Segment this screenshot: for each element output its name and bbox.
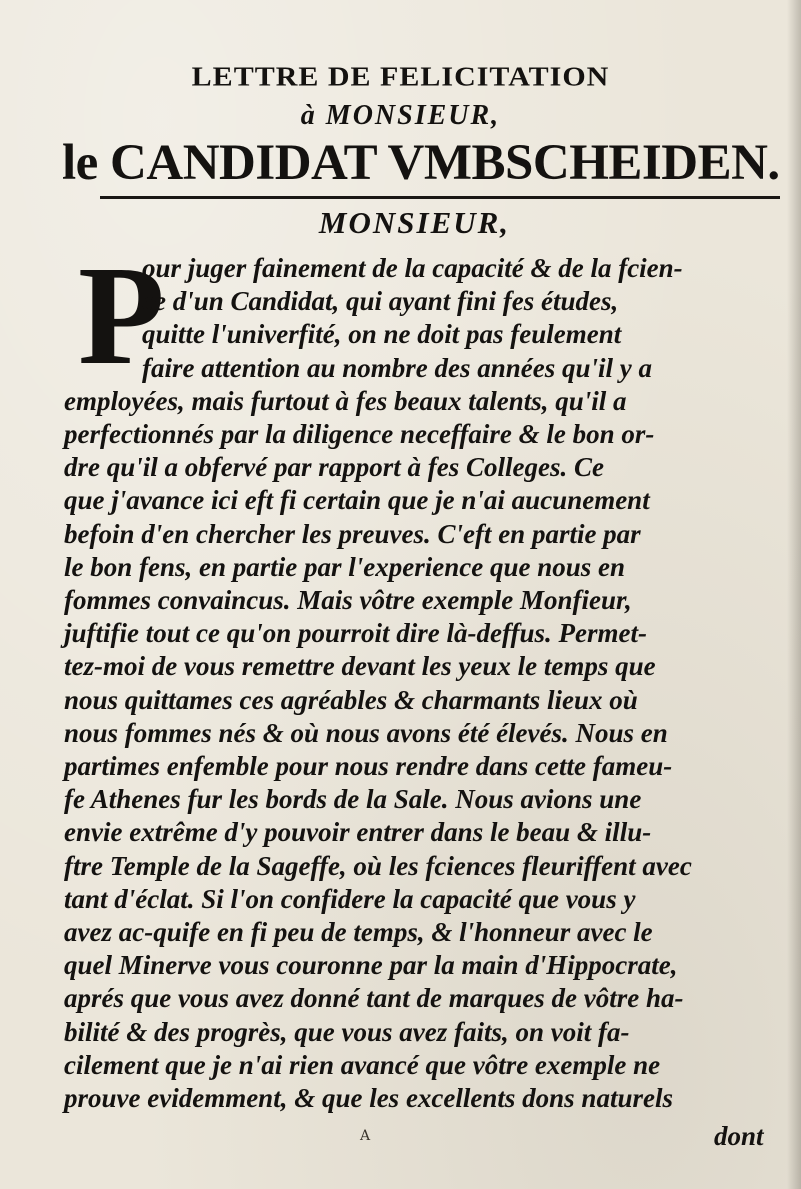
body-line: juftifie tout ce qu'on pourroit dire là-deffus. Permet-	[64, 618, 647, 649]
body-line: quel Minerve vous couronne par la main d'Hippocrate,	[64, 950, 678, 981]
body-line: bilité & des progrès, que vous avez faits, on voit fa-	[64, 1016, 630, 1047]
letter-title: LETTRE DE FELICITATION	[191, 61, 610, 92]
body-line: tez-moi de vous remettre devant les yeux le temps que	[64, 651, 656, 682]
page-edge-shadow	[787, 0, 801, 1189]
catchword: dont	[714, 1121, 764, 1151]
body-line: ftre Temple de la Sageffe, où les fciences fleuriffent avec	[64, 850, 692, 881]
body-line: fommes convaincus. Mais vôtre exemple Monfieur,	[64, 585, 632, 615]
title-rule	[100, 196, 780, 199]
body-line: befoin d'en chercher les preuves. C'eft en partie par	[64, 518, 641, 549]
body-line: nous quittames ces agréables & charmants lieux où	[64, 684, 638, 715]
body-line: nous fommes nés & où nous avons été élevés. Nous en	[64, 717, 668, 748]
body-line: que j'avance ici eft fi certain que je n'ai aucunement	[64, 485, 650, 516]
body-line: ce d'un Candidat, qui ayant fini fes études,	[142, 286, 619, 317]
body-line: avez ac-quife en fi peu de temps, & l'honneur avec le	[64, 917, 653, 947]
body-line: quitte l'univerfité, on ne doit pas feulement	[142, 319, 622, 350]
body-line: aprés que vous avez donné tant de marques de vôtre ha-	[64, 983, 684, 1014]
salutation: MONSIEUR,	[318, 205, 511, 240]
body-line: envie extrême d'y pouvoir entrer dans le beau & illu-	[64, 817, 652, 848]
body-line: perfectionnés par la diligence neceffaire & le bon or-	[64, 419, 655, 449]
body-line: prouve evidemment, & que les excellents dons naturels	[64, 1083, 673, 1113]
signature-mark: A	[360, 1128, 371, 1144]
body-line: employées, mais furtout à fes beaux talents, qu'il a	[64, 385, 627, 416]
body-line: cilement que je n'ai rien avancé que vôtre exemple ne	[64, 1049, 661, 1080]
body-line: faire attention au nombre des années qu'il y a	[142, 352, 653, 383]
body-line: dre qu'il a obfervé par rapport à fes Colleges. Ce	[64, 452, 604, 483]
body-line: fe Athenes fur les bords de la Sale. Nous avions une	[64, 784, 642, 815]
letter-recipient: le CANDIDAT VMBSCHEIDEN.	[62, 135, 780, 191]
body-line: our juger fainement de la capacité & de la fcien-	[142, 253, 683, 283]
letter-addressee: à MONSIEUR,	[300, 100, 501, 131]
body-line: partimes enfemble pour nous rendre dans cette fameu-	[64, 751, 673, 781]
body-line: le bon fens, en partie par l'experience que nous en	[64, 551, 625, 582]
drop-cap: P	[78, 236, 165, 394]
body-line: tant d'éclat. Si l'on confidere la capacité que vous y	[64, 883, 636, 914]
